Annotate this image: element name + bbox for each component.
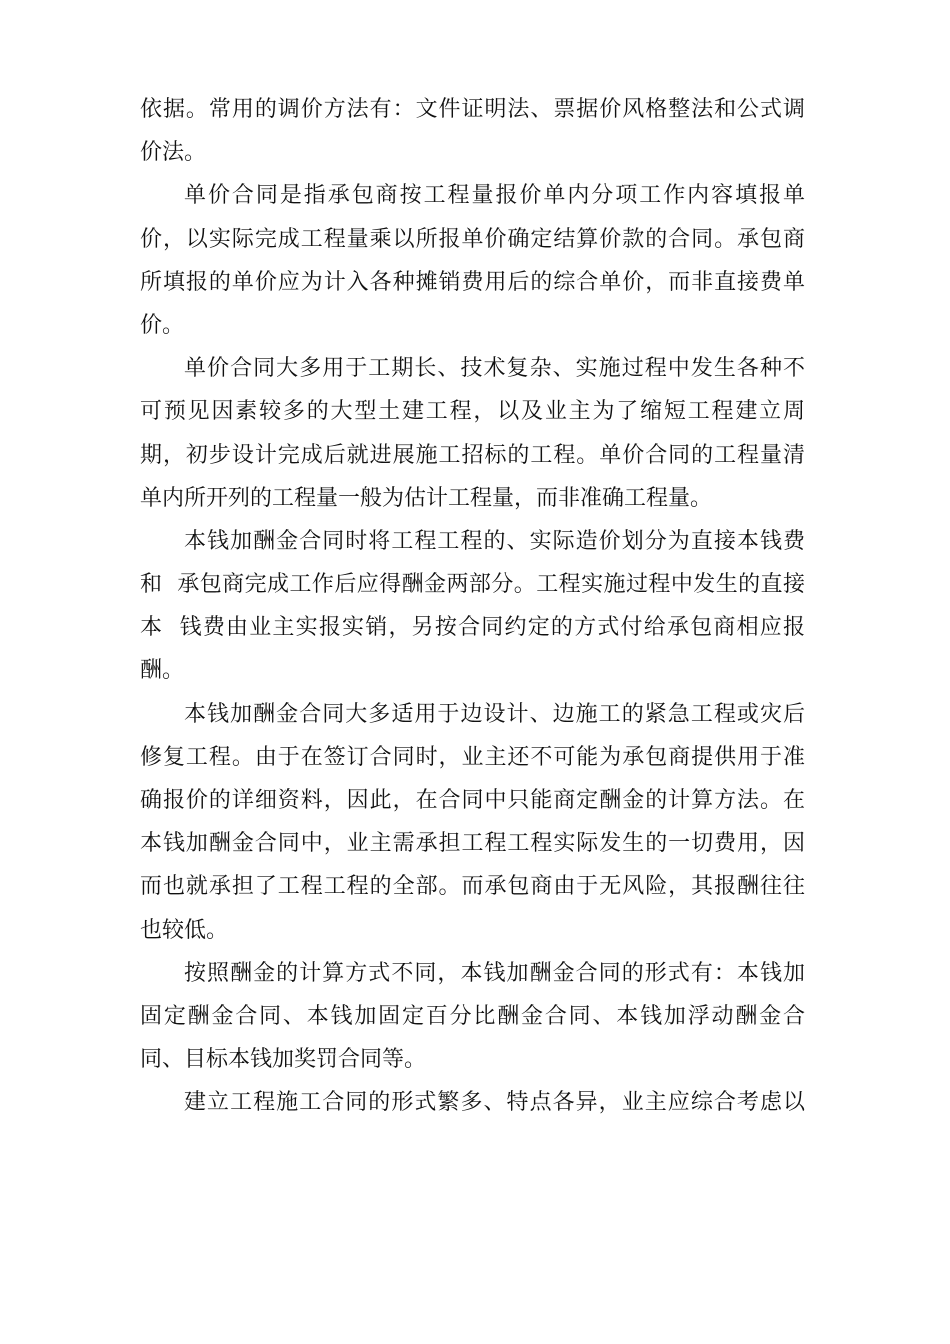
- text-line: 价。: [140, 312, 185, 338]
- text-line: 本钱加酬金合同大多适用于边设计、边施工的紧急工程或灾后: [184, 701, 805, 727]
- text-line: 本钱加酬金合同时将工程工程的、实际造价划分为直接本钱费: [184, 528, 805, 554]
- text-line: 确报价的详细资料，因此，在合同中只能商定酬金的计算方法。在: [140, 788, 805, 813]
- text-line: 也较低。: [140, 917, 229, 943]
- text-line: 单价合同是指承包商按工程量报价单内分项工作内容填报单: [184, 183, 805, 209]
- text-line: 可预见因素较多的大型土建工程，以及业主为了缩短工程建立周: [140, 399, 805, 425]
- text-line: 价法。: [140, 140, 207, 166]
- text-line: 同、目标本钱加奖罚合同等。: [140, 1047, 427, 1073]
- text-line: 单内所开列的工程量一般为估计工程量，而非准确工程量。: [140, 485, 713, 511]
- text-line: 酬。: [140, 658, 185, 684]
- paragraph-7: [140, 1081, 805, 1124]
- text-line: 按照酬金的计算方式不同，本钱加酬金合同的形式有：本钱加: [184, 960, 805, 986]
- text-line: 建立工程施工合同的形式繁多、特点各异，业主应综合考虑以: [184, 1090, 805, 1116]
- text-line: 固定酬金合同、本钱加固定百分比酬金合同、本钱加浮动酬金合: [140, 1003, 805, 1029]
- paragraph-6: [140, 952, 805, 1082]
- paragraph-3: [140, 347, 805, 520]
- text-line: 本 钱费由业主实报实销，另按合同约定的方式付给承包商相应报: [140, 615, 805, 641]
- paragraph-1: [140, 88, 805, 174]
- text-line: 修复工程。由于在签订合同时，业主还不可能为承包商提供用于准: [140, 744, 805, 770]
- paragraph-4: [140, 520, 805, 693]
- text-line: 价，以实际完成工程量乘以所报单价确定结算价款的合同。承包商: [140, 226, 805, 252]
- text-line: 期，初步设计完成后就进展施工招标的工程。单价合同的工程量清: [140, 442, 805, 468]
- text-line: 和 承包商完成工作后应得酬金两部分。工程实施过程中发生的直接: [140, 572, 805, 598]
- text-line: 本钱加酬金合同中，业主需承担工程工程实际发生的一切费用，因: [140, 831, 805, 857]
- body-text: [140, 88, 805, 1125]
- text-line: 所填报的单价应为计入各种摊销费用后的综合单价，而非直接费单: [140, 269, 805, 295]
- text-line: 单价合同大多用于工期长、技术复杂、实施过程中发生各种不: [184, 356, 805, 382]
- paragraph-5: [140, 693, 805, 952]
- text-line: 依据。常用的调价方法有：文件证明法、票据价风格整法和公式调: [140, 97, 805, 122]
- text-line: 而也就承担了工程工程的全部。而承包商由于无风险，其报酬往往: [140, 874, 805, 900]
- paragraph-2: [140, 174, 805, 347]
